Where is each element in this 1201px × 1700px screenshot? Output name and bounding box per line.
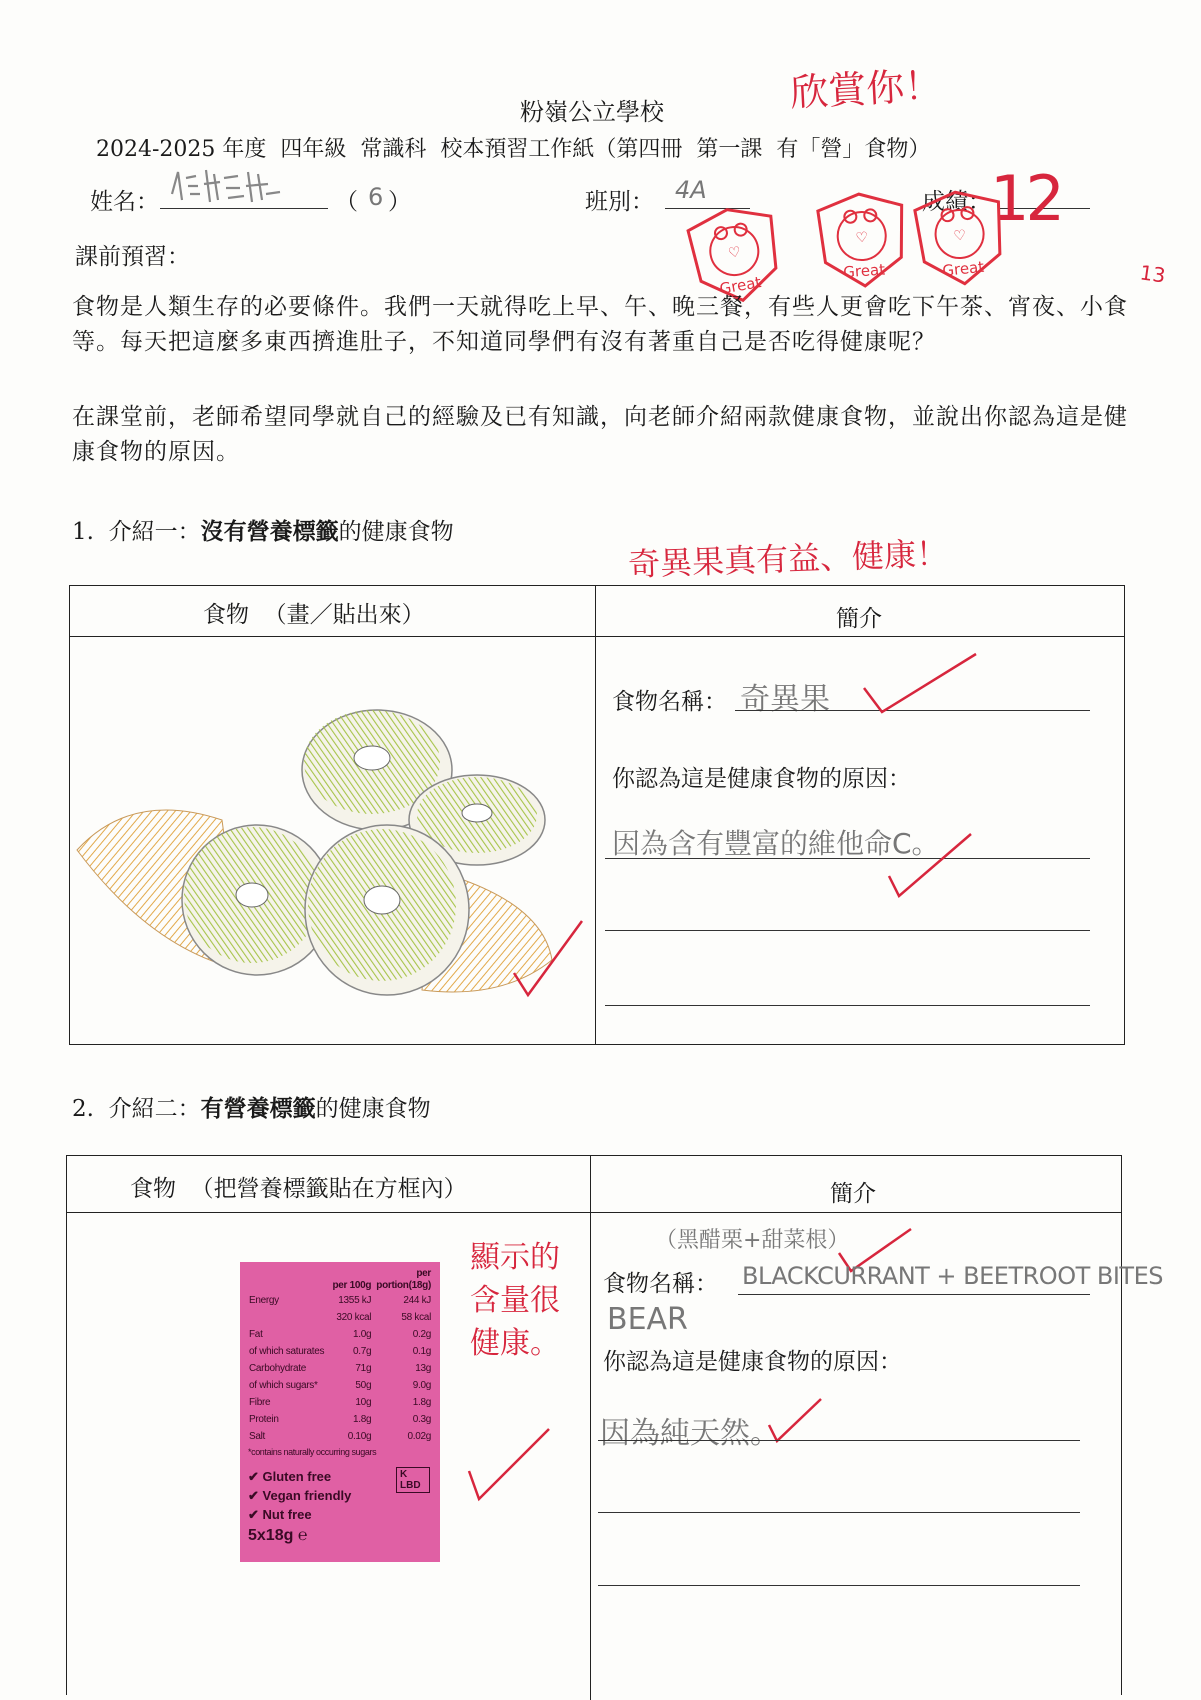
section1-reason-label: 你認為這是健康食物的原因： — [612, 766, 911, 792]
section2-title — [72, 1090, 431, 1123]
nutrition-table — [248, 1268, 432, 1445]
section1-reason-value: 因為含有豐富的維他命C。 — [612, 827, 940, 860]
nutrition-note: *contains naturally occurring sugars — [248, 1447, 377, 1457]
preview-paragraph-1: 食物是人類生存的必要條件。我們一天就得吃上早、午、晚三餐，有些人更會吃下午茶、宵夜、小食等。每天把這麼多東西擠進肚子，不知道同學們有沒有著重自己是否吃得健康呢？ — [72, 294, 1128, 355]
svg-text:Great: Great — [842, 260, 886, 282]
nutrition-row: Fat 1.0g 0.2g — [249, 1329, 431, 1340]
section2-title-suffix: 的健康食物 — [315, 1096, 431, 1122]
section2-teacher-comment-line3: 健康。 — [470, 1326, 560, 1361]
school-name: 粉嶺公立學校 — [520, 98, 664, 126]
section2-food-name-value-2: BEAR — [607, 1302, 688, 1337]
section2-table — [66, 1155, 1122, 1695]
section2-title-bold: 有營養標籤 — [200, 1095, 316, 1122]
section2-reason-value: 因為純天然。 — [600, 1416, 780, 1451]
section1-title-prefix: 1. 介紹一： — [72, 519, 201, 545]
nutrition-row: 320 kcal 58 kcal — [336, 1312, 431, 1323]
preview-heading: 課前預習： — [75, 244, 190, 270]
check-mark-icon — [465, 1425, 555, 1505]
section1-col-intro: 簡介 — [836, 606, 882, 632]
section1-teacher-comment: 奇異果真有益、健康！ — [627, 534, 949, 584]
section1-header-line — [69, 636, 1125, 637]
svg-text:Great: Great — [718, 273, 763, 299]
class-number-close: ） — [388, 189, 411, 215]
section1-divider — [595, 585, 596, 1045]
section1-food-name-label: 食物名稱： — [612, 689, 727, 715]
check-mark-icon — [765, 1395, 825, 1445]
great-stamp-icon — [905, 183, 1015, 293]
section2-title-prefix: 2. 介紹二： — [72, 1096, 201, 1122]
section2-food-name-label: 食物名稱： — [603, 1271, 718, 1297]
worksheet-subtitle: 2024-2025 年度 四年級 常識科 校本預習工作紙（第四冊 第一課 有「營」食物） — [96, 137, 931, 162]
section2-food-name-value: BLACKCURRANT + BEETROOT BITES — [742, 1262, 1163, 1290]
class-label: 班別： — [585, 189, 654, 215]
section2-food-name-note: （黑醋栗+甜菜根） — [655, 1228, 850, 1253]
nutrition-label — [240, 1262, 440, 1562]
nutrition-row: Protein 1.8g 0.3g — [249, 1414, 431, 1425]
section2-divider — [590, 1155, 591, 1700]
claim-nut-free: ✔ Nut free — [248, 1507, 312, 1522]
class-number-value: 6 — [368, 183, 384, 211]
nutrition-row: Carbohydrate 71g 13g — [249, 1363, 431, 1374]
section1-reason-line-3 — [605, 1005, 1090, 1006]
grade-label: 成績： — [922, 189, 991, 215]
section2-header-line — [66, 1212, 1122, 1213]
nutrition-row: of which sugars* 50g 9.0g — [249, 1380, 431, 1391]
score-total: 13 — [1138, 260, 1167, 288]
svg-text:♡: ♡ — [727, 244, 743, 262]
k-badge-icon: K LBD — [396, 1467, 430, 1493]
section2-reason-line-3 — [598, 1585, 1080, 1586]
section1-title — [72, 513, 454, 546]
nutrition-row: Fibre 10g 1.8g — [249, 1397, 431, 1408]
check-mark-icon — [510, 915, 590, 1005]
svg-text:♡: ♡ — [952, 227, 967, 245]
nutrition-header-portion: portion(18g) — [376, 1280, 431, 1291]
section2-reason-label: 你認為這是健康食物的原因： — [603, 1349, 902, 1375]
nutrition-row: of which saturates 0.7g 0.1g — [249, 1346, 431, 1357]
section1-reason-line-2 — [605, 930, 1090, 931]
section2-food-name-line — [738, 1294, 1090, 1295]
section1-food-name-value: 奇異果 — [740, 682, 830, 717]
section1-col-food: 食物 （畫／貼出來） — [203, 602, 425, 628]
section1-title-suffix: 的健康食物 — [338, 519, 454, 545]
section1-reason-line-1 — [605, 858, 1090, 859]
great-stamp-icon — [809, 187, 916, 294]
section1-title-bold: 沒有營養標籤 — [200, 518, 339, 545]
class-number-open: （ — [335, 189, 358, 215]
teacher-top-comment: 欣賞你！ — [789, 63, 944, 115]
nutrition-header-100g: per 100g — [332, 1280, 372, 1291]
section2-reason-line-2 — [598, 1512, 1080, 1513]
claim-vegan-friendly: ✔ Vegan friendly — [248, 1488, 352, 1503]
nutrition-row: Energy 1355 kJ 244 kJ — [249, 1295, 431, 1306]
check-mark-icon — [885, 830, 975, 900]
svg-text:♡: ♡ — [855, 229, 869, 247]
section2-col-intro: 簡介 — [830, 1181, 876, 1207]
section2-col-food: 食物 （把營養標籤貼在方框內） — [130, 1176, 467, 1202]
class-value: 4A — [675, 176, 707, 204]
preview-paragraph-2: 在課堂前，老師希望同學就自己的經驗及已有知識，向老師介紹兩款健康食物，並說出你認為這是健康食物的原因。 — [72, 404, 1128, 465]
name-label: 姓名： — [90, 189, 159, 215]
svg-text:Great: Great — [941, 257, 985, 280]
student-name-signature — [168, 164, 288, 218]
nutrition-header-per: per — [416, 1268, 431, 1279]
signature-scribble — [168, 164, 288, 210]
section2-reason-line-1 — [598, 1440, 1080, 1441]
section2-teacher-comment-line2: 含量很 — [470, 1283, 560, 1318]
claim-gluten-free: ✔ Gluten free — [248, 1469, 332, 1484]
nutrition-claims — [248, 1467, 432, 1524]
nutrition-row: Salt 0.10g 0.02g — [249, 1431, 431, 1442]
check-mark-icon — [860, 650, 980, 720]
nutrition-pack-size: 5x18g ℮ — [248, 1527, 308, 1544]
grade-value: 12 — [990, 162, 1061, 235]
section2-teacher-comment-line1: 顯示的 — [470, 1240, 560, 1275]
